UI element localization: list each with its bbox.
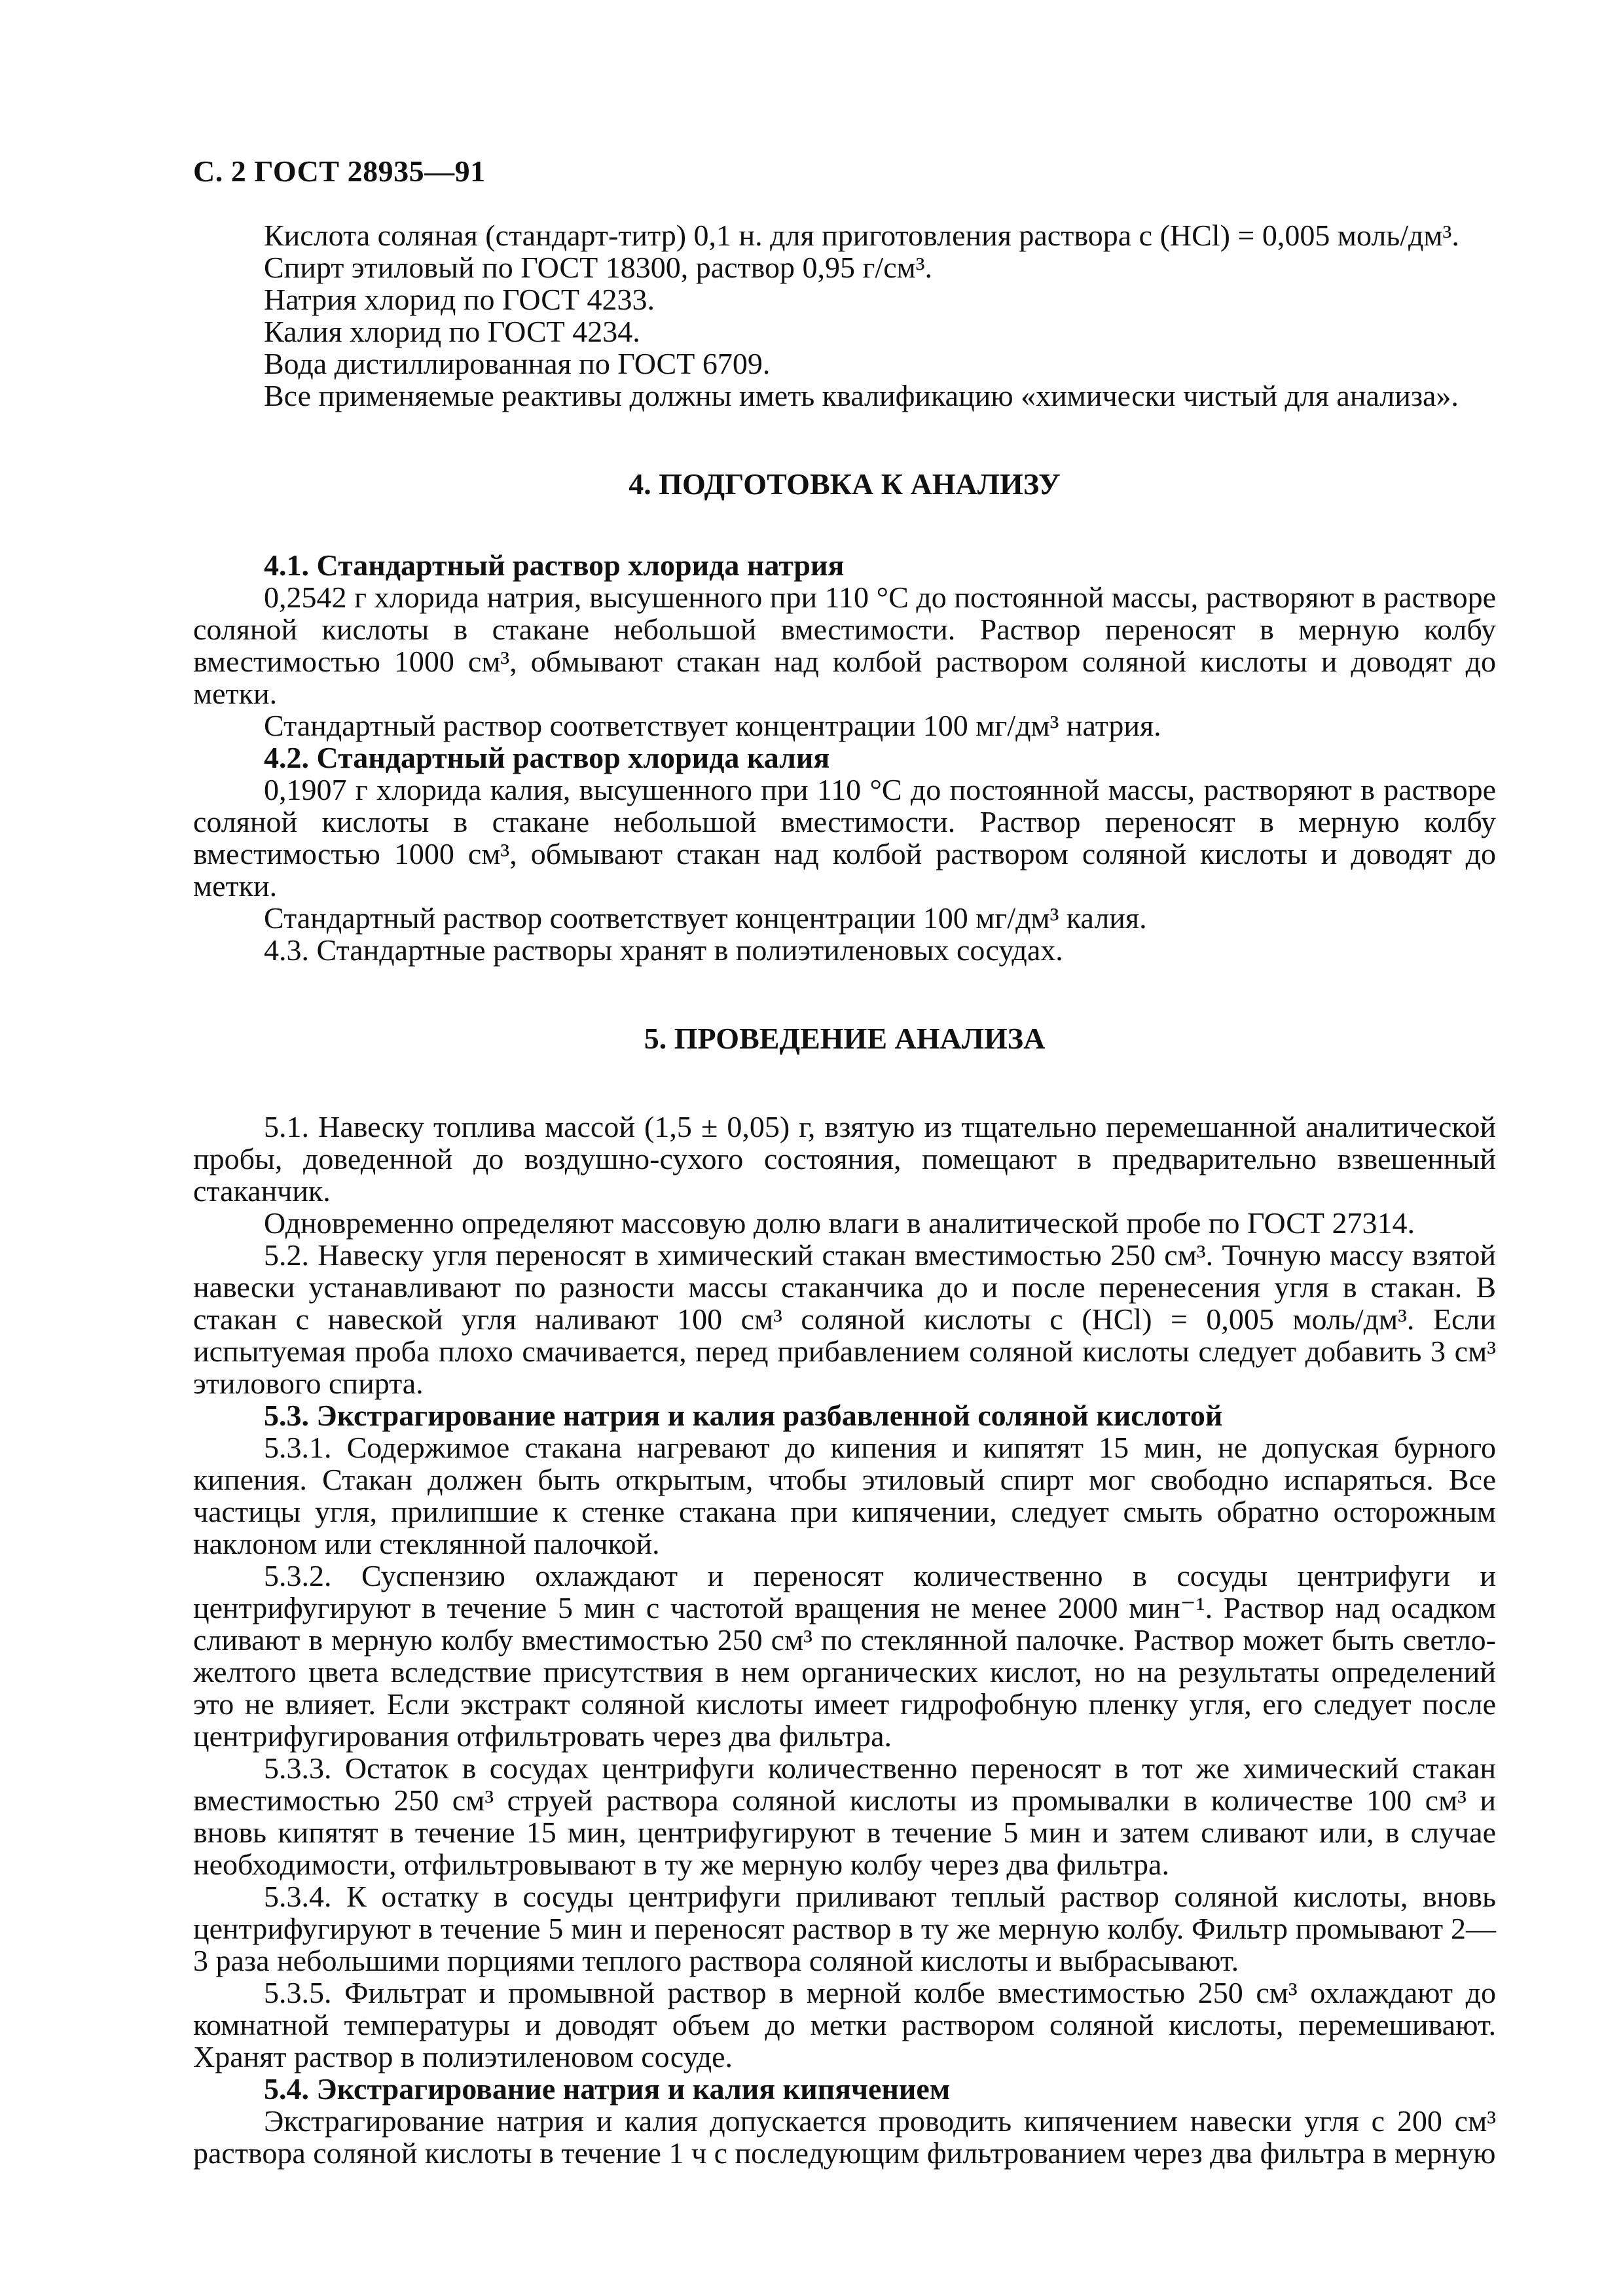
section-5-title: 5. ПРОВЕДЕНИЕ АНАЛИЗА [644, 1022, 1046, 1055]
subsection-5-4-title: 5.4. Экстрагирование натрия и калия кипячением [264, 2072, 951, 2106]
reagent-line: Кислота соляная (стандарт-титр) 0,1 н. для приготовления раствора c (HCl) = 0,005 моль/дм³. [264, 219, 1459, 252]
section-4-title: 4. ПОДГОТОВКА К АНАЛИЗУ [629, 467, 1061, 501]
paragraph: Одновременно определяют массовую долю влаги в аналитической пробе по ГОСТ 27314. [264, 1206, 1415, 1240]
reagent-line: Натрия хлорид по ГОСТ 4233. [264, 283, 655, 316]
subsection-4-1-title: 4.1. Стандартный раствор хлорида натрия [264, 548, 845, 582]
paragraph: Стандартный раствор соответствует концентрации 100 мг/дм³ калия. [264, 901, 1147, 935]
paragraph: 0,1907 г хлорида калия, высушенного при 110 °С до постоянной массы, растворяют в растворе соляной кислоты в стакане небольшой вместимости. Раствор переносят в мерную колбу вместимостью 1000 см³, обмывают стакан над колбой раствором соляной кислоты и доводят до метки. [193, 773, 1496, 903]
paragraph: 5.3.1. Содержимое стакана нагревают до кипения и кипятят 15 мин, не допуская бурного кипения. Стакан должен быть открытым, чтобы этиловый спирт мог свободно испаряться. Все частицы угля, прилипшие к стенке стакана при кипячении, следует смыть обратно осторожным наклоном или стеклянной палочкой. [193, 1431, 1496, 1560]
paragraph: 5.2. Навеску угля переносят в химический стакан вместимостью 250 см³. Точную массу взятой навески устанавливают по разности массы стаканчика до и после перенесения угля в стакан. В стакан с навеской угля наливают 100 см³ соляной кислоты c (HCl) = 0,005 моль/дм³. Если испытуемая проба плохо смачивается, перед прибавлением соляной кислоты следует добавить 3 см³ этилового спирта. [193, 1238, 1496, 1400]
document-body [193, 219, 1496, 2169]
paragraph: 0,2542 г хлорида натрия, высушенного при 110 °С до постоянной массы, растворяют в растворе соляной кислоты в стакане небольшой вместимости. Раствор переносят в мерную колбу вместимостью 1000 см³, обмывают стакан над колбой раствором соляной кислоты и доводят до метки. [193, 581, 1496, 710]
reagent-line: Все применяемые реактивы должны иметь квалификацию «химически чистый для анализа». [264, 379, 1459, 412]
paragraph: 5.3.3. Остаток в сосудах центрифуги количественно переносят в тот же химический стакан вместимостью 250 см³ струей раствора соляной кислоты из промывалки в количестве 100 см³ и вновь кипятят в течение 15 мин, центрифугируют в течение 5 мин и затем сливают или, в случае необходимости, отфильтровывают в ту же мерную колбу через два фильтра. [193, 1751, 1496, 1881]
running-head: С. 2 ГОСТ 28935—91 [193, 154, 486, 188]
paragraph: 5.1. Навеску топлива массой (1,5 ± 0,05) г, взятую из тщательно перемешанной аналитической пробы, доведенной до воздушно-сухого состояния, помещают в предварительно взвешенный стаканчик. [193, 1110, 1496, 1208]
subsection-5-3-title: 5.3. Экстрагирование натрия и калия разбавленной соляной кислотой [264, 1399, 1223, 1432]
paragraph: Экстрагирование натрия и калия допускается проводить кипячением навески угля с 200 см³ раствора соляной кислоты в течение 1 ч с последующим фильтрованием через два фильтра в мерную [193, 2104, 1496, 2170]
reagent-line: Спирт этиловый по ГОСТ 18300, раствор 0,95 г/см³. [264, 251, 933, 284]
paragraph: 5.3.5. Фильтрат и промывной раствор в мерной колбе вместимостью 250 см³ охлаждают до комнатной температуры и доводят объем до метки раствором соляной кислоты, перемешивают. Хранят раствор в полиэтиленовом сосуде. [193, 1976, 1496, 2073]
paragraph: 5.3.2. Суспензию охлаждают и переносят количественно в сосуды центрифуги и центрифугируют в течение 5 мин с частотой вращения не менее 2000 мин⁻¹. Раствор над осадком сливают в мерную колбу вместимостью 250 см³ по стеклянной палочке. Раствор может быть светло-желтого цвета вследствие присутствия в нем органических кислот, но на результаты определений это не влияет. Если экстракт соляной кислоты имеет гидрофобную пленку угля, его следует после центрифугирования отфильтровать через два фильтра. [193, 1559, 1496, 1753]
paragraph: 5.3.4. К остатку в сосуды центрифуги приливают теплый раствор соляной кислоты, вновь центрифугируют в течение 5 мин и переносят раствор в ту же мерную колбу. Фильтр промывают 2—3 раза небольшими порциями теплого раствора соляной кислоты и выбрасывают. [193, 1880, 1496, 1977]
subsection-4-2-title: 4.2. Стандартный раствор хлорида калия [264, 741, 830, 774]
reagent-line: Калия хлорид по ГОСТ 4234. [264, 315, 640, 348]
reagents-list [193, 219, 1496, 412]
reagent-line: Вода дистиллированная по ГОСТ 6709. [264, 347, 771, 380]
paragraph: 4.3. Стандартные растворы хранят в полиэтиленовых сосудах. [264, 933, 1063, 967]
paragraph: Стандартный раствор соответствует концентрации 100 мг/дм³ натрия. [264, 709, 1161, 742]
